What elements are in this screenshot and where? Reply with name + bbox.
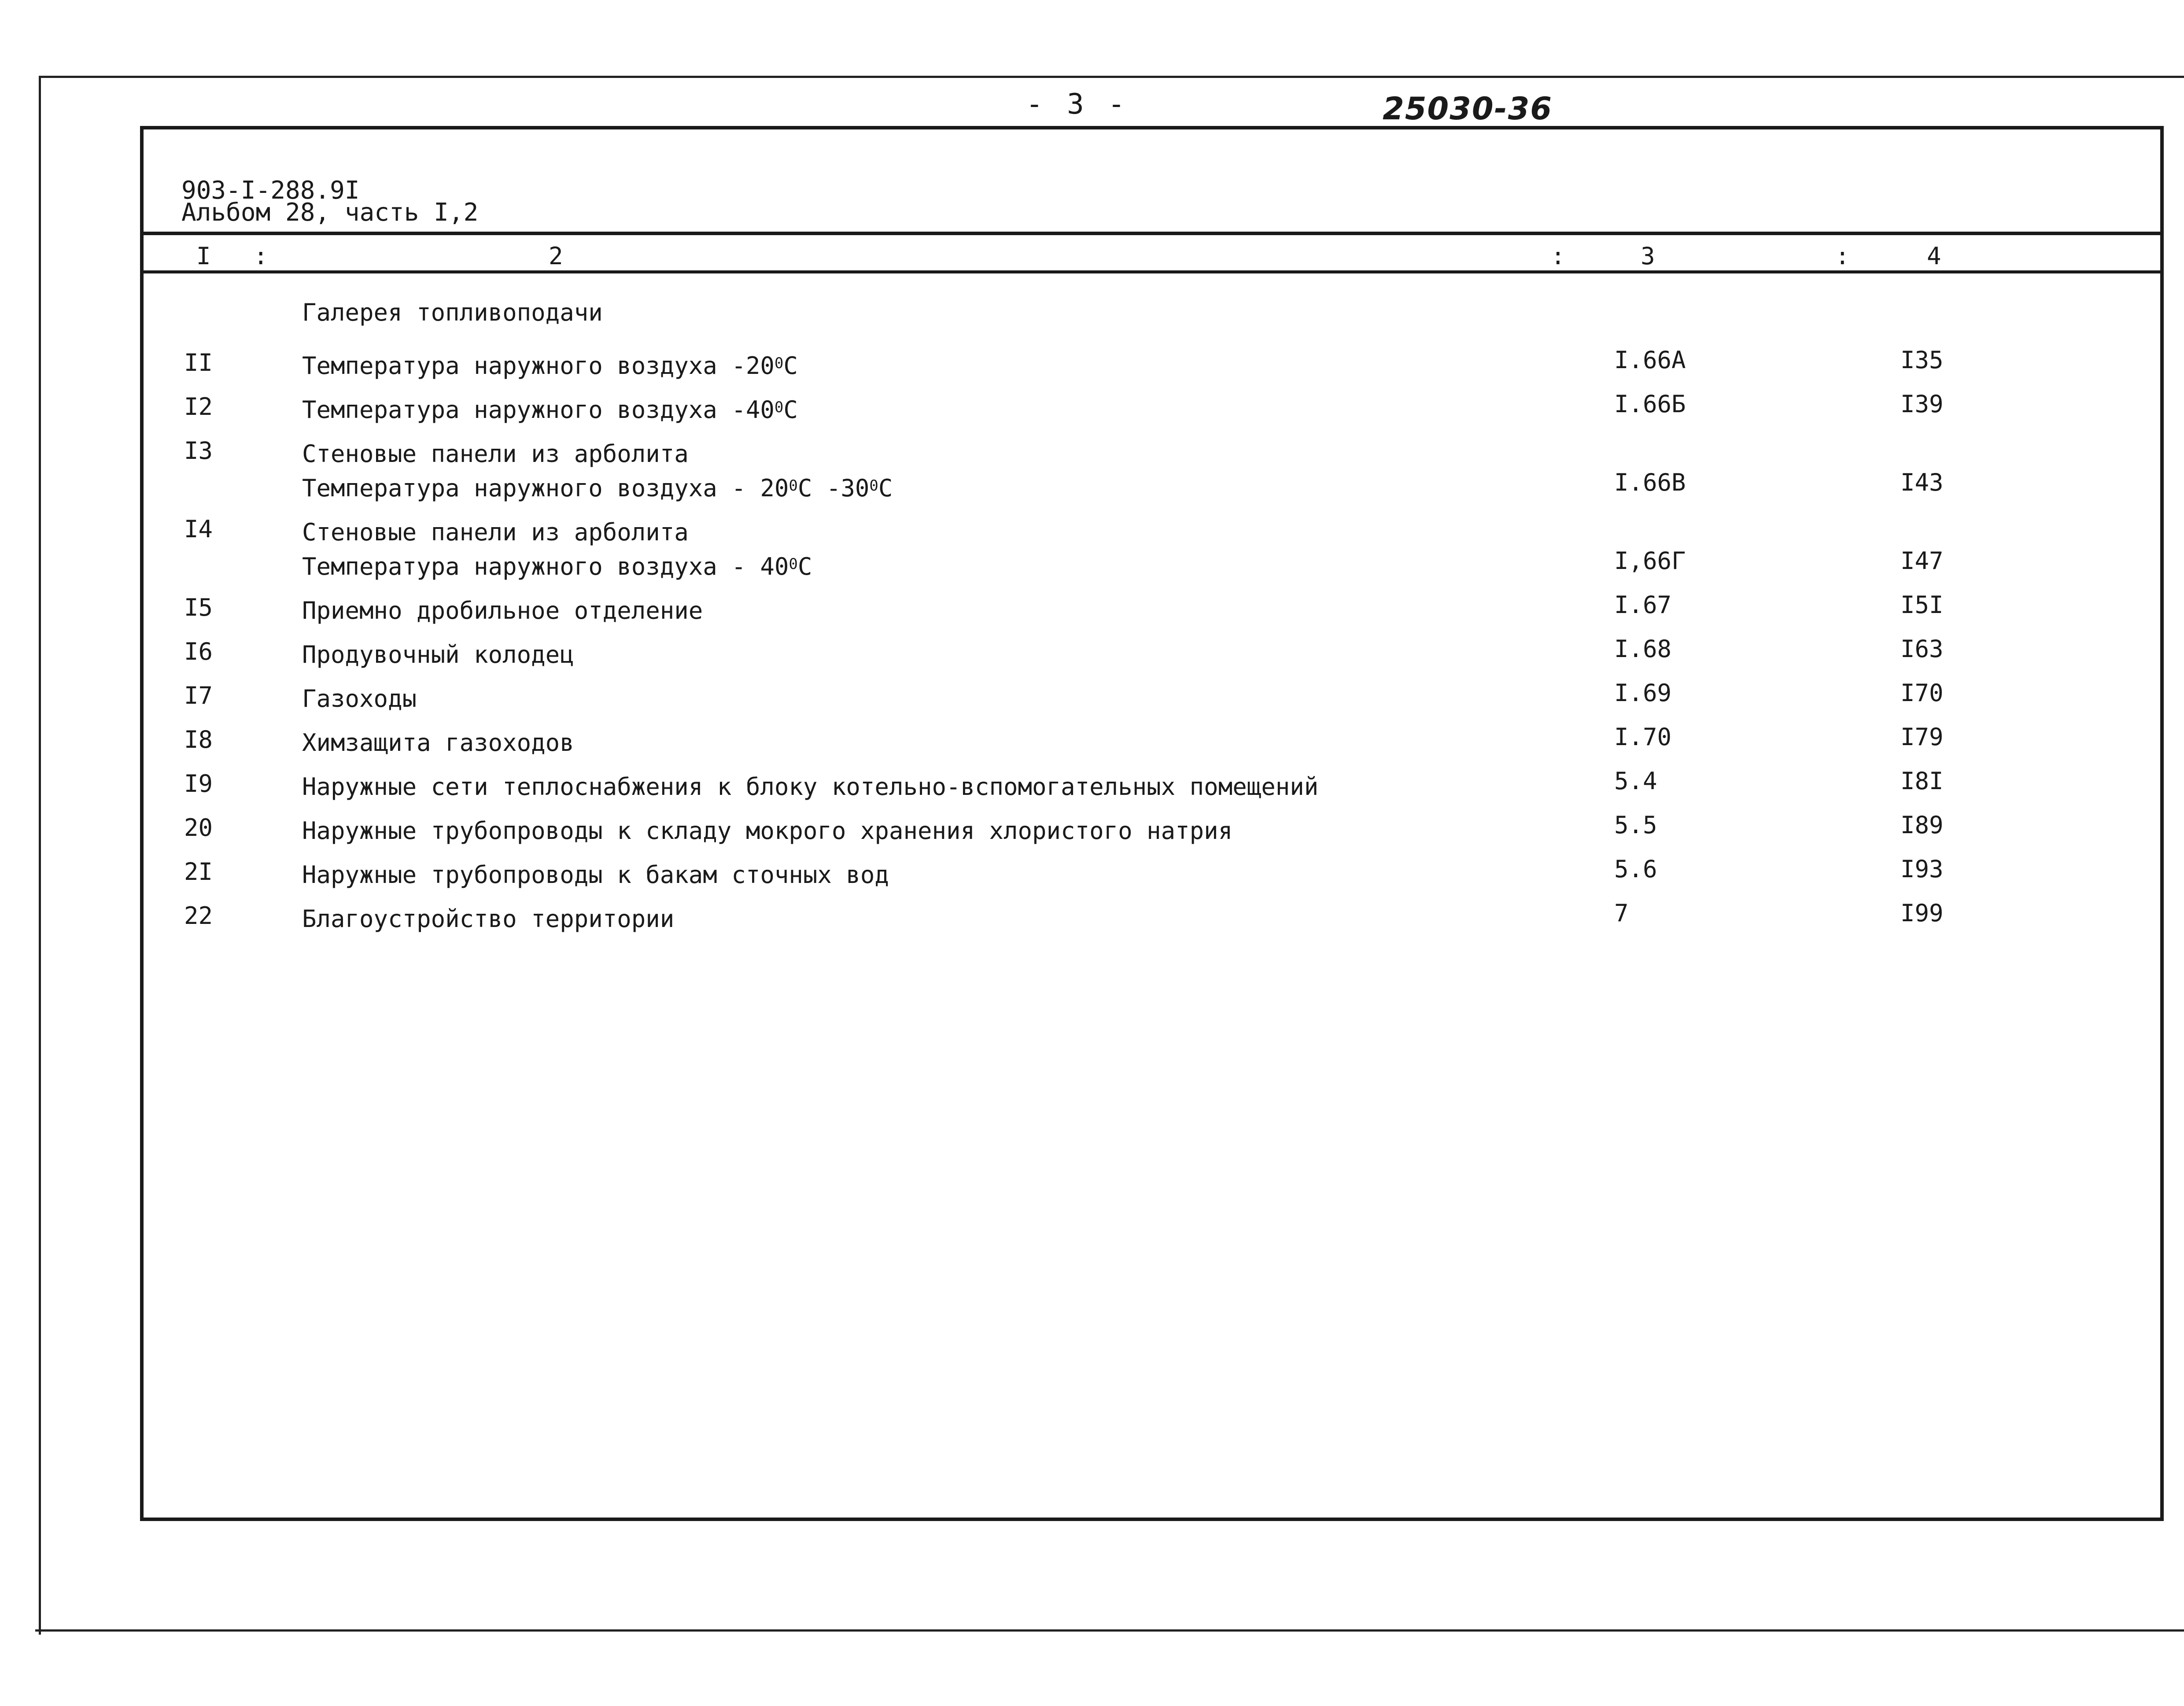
header-rule-bottom <box>144 270 2160 273</box>
project-code: 903-I-288.9I <box>181 176 360 205</box>
page-ref: I63 <box>1900 635 1944 663</box>
row-number: I5 <box>184 594 213 621</box>
page-ref: I43 <box>1900 469 1944 496</box>
page-ref: I70 <box>1900 679 1944 707</box>
section-title: Галерея топливоподачи <box>302 299 603 326</box>
page-ref: I35 <box>1900 346 1944 374</box>
row-title <box>302 393 798 427</box>
page-number: - 3 - <box>1026 88 1129 121</box>
row-title <box>302 515 812 584</box>
column-separator: : <box>1551 242 1565 270</box>
page-ref: I47 <box>1900 547 1944 575</box>
column-header-4: 4 <box>1927 242 1941 270</box>
row-number: I4 <box>184 515 213 543</box>
row-title <box>302 638 574 672</box>
sheet-number: I.66В <box>1614 469 1686 496</box>
header-rule-top <box>144 232 2160 235</box>
page-border-bottom <box>35 1629 2184 1632</box>
sheet-number: 7 <box>1614 899 1629 927</box>
row-title-line: Наружные сети теплоснабжения к блоку котельно-вспомогательных помещений <box>302 773 1319 801</box>
sheet-number: I.67 <box>1614 591 1672 619</box>
page-ref: I93 <box>1900 855 1944 883</box>
row-number: 2I <box>184 858 213 886</box>
page-ref: I79 <box>1900 723 1944 751</box>
row-number: I8 <box>184 726 213 753</box>
sheet-number: I.66А <box>1614 346 1686 374</box>
row-title-line: Температура наружного воздуха $-20^0С$ <box>302 352 798 380</box>
column-header-2: 2 <box>549 242 563 270</box>
sheet-number: I.69 <box>1614 679 1672 707</box>
row-number: II <box>184 349 213 377</box>
degree-superscript: 0 <box>789 555 798 573</box>
row-number: I2 <box>184 393 213 421</box>
album-part: Альбом 28, часть I,2 <box>181 198 479 227</box>
row-number: I9 <box>184 770 213 798</box>
page-border-top <box>39 76 2184 78</box>
row-title-line: Наружные трубопроводы к складу мокрого хранения хлористого натрия <box>302 817 1233 845</box>
row-title-line: Температура наружного воздуха - $20^0С$ $-30^0С$ <box>302 474 893 502</box>
row-number: 22 <box>184 902 213 930</box>
row-title-line: Газоходы <box>302 685 417 713</box>
row-number: I6 <box>184 638 213 665</box>
content-frame <box>140 126 2164 1521</box>
row-title <box>302 726 574 760</box>
row-title-line: Химзащита газоходов <box>302 729 574 757</box>
row-title <box>302 858 889 892</box>
page-ref: I39 <box>1900 390 1944 418</box>
row-title-line: Продувочный колодец <box>302 641 574 668</box>
page-ref: I99 <box>1900 899 1944 927</box>
sheet-number: I.66Б <box>1614 390 1686 418</box>
page-ref: I8I <box>1900 767 1944 795</box>
row-title-line: Стеновые панели из арболита <box>302 518 689 546</box>
row-title <box>302 437 893 506</box>
column-separator: : <box>254 242 268 270</box>
document-code: 25030-36 <box>1383 91 1553 127</box>
column-header-3: 3 <box>1641 242 1655 270</box>
sheet-number: 5.4 <box>1614 767 1657 795</box>
degree-superscript: 0 <box>774 399 784 416</box>
row-number: 20 <box>184 814 213 842</box>
page-ref: I89 <box>1900 811 1944 839</box>
column-header-1: I <box>196 242 211 270</box>
sheet-number: I.68 <box>1614 635 1672 663</box>
row-number: I3 <box>184 437 213 465</box>
degree-superscript: 0 <box>869 477 878 495</box>
sheet-number: I.70 <box>1614 723 1672 751</box>
row-number: I7 <box>184 682 213 709</box>
page-border-left <box>39 76 41 1635</box>
row-title <box>302 814 1232 848</box>
page-ref: I5I <box>1900 591 1944 619</box>
column-separator: : <box>1835 242 1850 270</box>
sheet-number: 5.6 <box>1614 855 1657 883</box>
row-title-line: Температура наружного воздуха $-40^0С$ <box>302 396 798 424</box>
row-title <box>302 682 417 716</box>
row-title <box>302 770 1318 804</box>
sheet-number: I,66Г <box>1614 547 1686 575</box>
row-title <box>302 349 798 383</box>
row-title-line: Приемно дробильное отделение <box>302 597 703 624</box>
row-title-line: Наружные трубопроводы к бакам сточных вод <box>302 861 889 889</box>
sheet-number: 5.5 <box>1614 811 1657 839</box>
row-title <box>302 594 703 628</box>
row-title-line: Температура наружного воздуха - $40^0С$ <box>302 553 812 580</box>
degree-superscript: 0 <box>789 477 798 495</box>
row-title <box>302 902 674 936</box>
row-title-line: Стеновые панели из арболита <box>302 440 689 468</box>
degree-superscript: 0 <box>774 354 784 372</box>
row-title-line: Благоустройство территории <box>302 905 675 933</box>
